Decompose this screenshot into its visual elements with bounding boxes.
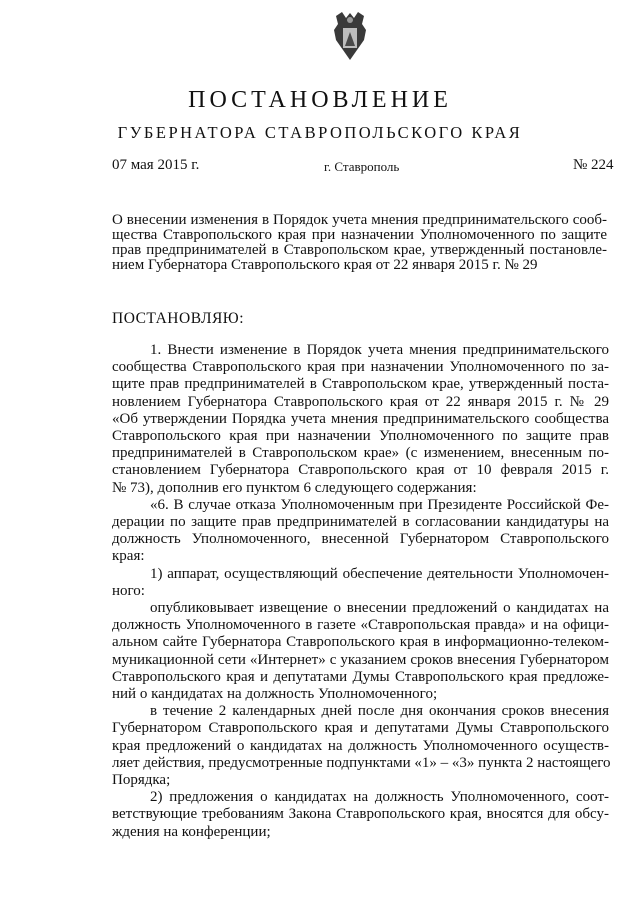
issuer-line: ГУБЕРНАТОРА СТАВРОПОЛЬСКОГО КРАЯ: [117, 123, 523, 142]
body-line: новлением Губернатора Ставропольского края от 22 января 2015 г. № 29: [112, 393, 609, 410]
document-subject: [112, 213, 607, 273]
body-line: дерации по защите прав предпринимателей в согласовании кандидатуры на: [112, 514, 609, 531]
body-line: № 73), дополнив его пунктом 6 следующего содержания:: [112, 479, 477, 496]
document-city: г. Ставрополь: [324, 159, 400, 174]
body-line: 1) аппарат, осуществляющий обеспечение деятельности Уполномочен-: [150, 565, 609, 582]
document-title: ПОСТАНОВЛЕНИЕ: [188, 87, 452, 113]
body-line: становлением Губернатора Ставропольского края от 10 февраля 2015 г.: [112, 462, 609, 479]
body-line: ждения на конференции;: [112, 823, 271, 840]
document-date: 07 мая 2015 г.: [112, 157, 200, 173]
body-line: Губернатором Ставропольского края и депутатами Думы Ставропольского: [112, 720, 609, 737]
body-line: предпринимателей в Ставропольском крае» (с изменением, внесенным по-: [112, 445, 609, 462]
body-line: должность Уполномоченного, внесенной Губернатором Ставропольского: [112, 531, 609, 548]
body-line: ний о кандидатах на должность Уполномоченного;: [112, 686, 438, 703]
body-line: ляет действия, предусмотренные подпунктами «1» – «3» пункта 2 настоящего: [112, 754, 611, 771]
body-line: 2) предложения о кандидатах на должность Уполномоченного, соот-: [150, 789, 609, 806]
body-line: щите прав предпринимателей в Ставропольском крае, утвержденный поста-: [112, 376, 609, 393]
resolve-heading: ПОСТАНОВЛЯЮ:: [112, 310, 245, 327]
body-line: Ставропольского края и депутатами Думы Ставропольского края предложе-: [112, 668, 609, 685]
body-line: сообщества Ставропольского края при назначении Уполномоченного по за-: [112, 359, 609, 376]
body-line: альном сайте Губернатора Ставропольского края в информационно-телеком-: [112, 634, 609, 651]
body-line: муникационной сети «Интернет» с указанием сроков внесения Губернатором: [112, 651, 609, 668]
body-line: должность Уполномоченного в газете «Ставропольская правда» и на офици-: [112, 617, 609, 634]
subject-line: О внесении изменения в Порядок учета мнения предпринимательского сооб-: [112, 212, 607, 228]
body-line: Порядка;: [112, 772, 171, 789]
body-line: опубликовывает извещение о внесении предложений о кандидатах на: [150, 600, 609, 617]
body-line: «Об утверждении Порядка учета мнения предпринимательского сообщества: [112, 410, 609, 427]
body-line: края предложений о кандидатах на должность Уполномоченного осуществ-: [112, 737, 609, 754]
body-line: ветствующие требованиям Закона Ставропольского края, вносятся для обсу-: [112, 806, 609, 823]
body-line: Ставропольского края при назначении Уполномоченного по защите прав: [112, 428, 609, 445]
coat-of-arms-icon: [328, 10, 372, 62]
body-line: «6. В случае отказа Уполномоченным при Президенте Российской Фе-: [150, 496, 609, 513]
subject-line: прав предпринимателей в Ставропольском крае, утвержденный постановле-: [112, 242, 607, 258]
body-line: ного:: [112, 582, 145, 599]
body-line: 1. Внести изменение в Порядок учета мнения предпринимательского: [150, 342, 609, 358]
body-line: в течение 2 календарных дней после дня окончания сроков внесения: [150, 703, 609, 720]
document-number: № 224: [573, 157, 614, 173]
document-body: [112, 342, 609, 841]
subject-line: нием Губернатора Ставропольского края от 22 января 2015 г. № 29: [112, 257, 538, 273]
subject-line: щества Ставропольского края при назначении Уполномоченного по защите: [112, 227, 607, 243]
body-line: края:: [112, 548, 145, 565]
